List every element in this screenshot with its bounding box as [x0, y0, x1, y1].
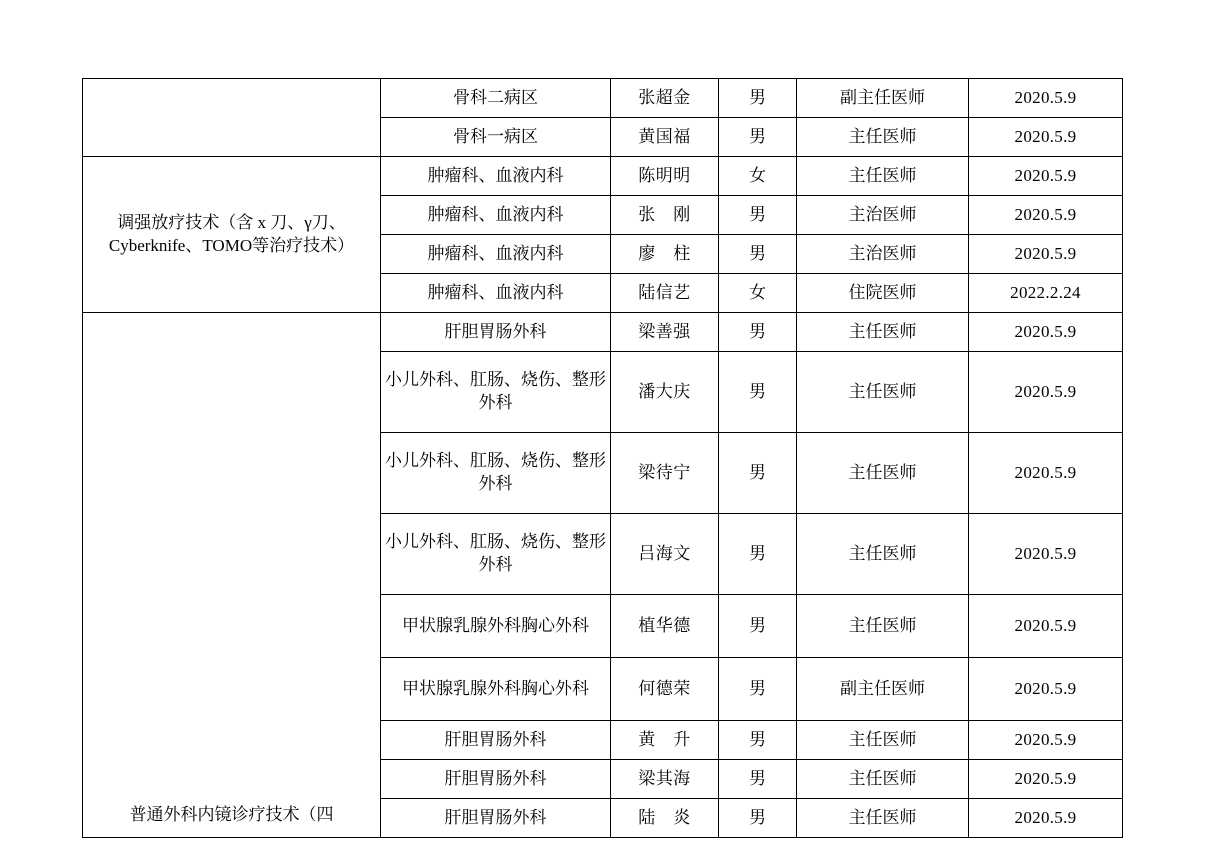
tech-name-cell: 调强放疗技术（含 x 刀、γ刀、Cyberknife、TOMO等治疗技术）	[83, 157, 381, 313]
job-title-cell: 主任医师	[797, 799, 969, 838]
department-cell: 肝胆胃肠外科	[381, 313, 611, 352]
job-title-cell: 主任医师	[797, 433, 969, 514]
job-title-cell: 主任医师	[797, 721, 969, 760]
person-name-cell: 梁善强	[611, 313, 719, 352]
gender-cell: 男	[719, 799, 797, 838]
gender-cell: 男	[719, 79, 797, 118]
gender-cell: 男	[719, 313, 797, 352]
date-cell: 2020.5.9	[969, 799, 1123, 838]
job-title-cell: 主任医师	[797, 595, 969, 658]
department-cell: 肿瘤科、血液内科	[381, 196, 611, 235]
person-name-cell: 陆信艺	[611, 274, 719, 313]
department-cell: 骨科二病区	[381, 79, 611, 118]
job-title-cell: 主任医师	[797, 157, 969, 196]
gender-cell: 男	[719, 658, 797, 721]
job-title-cell: 主任医师	[797, 118, 969, 157]
date-cell: 2020.5.9	[969, 514, 1123, 595]
date-cell: 2020.5.9	[969, 157, 1123, 196]
date-cell: 2020.5.9	[969, 313, 1123, 352]
department-cell: 肿瘤科、血液内科	[381, 157, 611, 196]
department-cell: 肝胆胃肠外科	[381, 760, 611, 799]
table-row	[83, 157, 1123, 196]
person-name-cell: 黄国福	[611, 118, 719, 157]
department-cell: 小儿外科、肛肠、烧伤、整形外科	[381, 352, 611, 433]
person-name-cell: 张超金	[611, 79, 719, 118]
date-cell: 2020.5.9	[969, 595, 1123, 658]
person-name-cell: 黄 升	[611, 721, 719, 760]
person-name-cell: 梁待宁	[611, 433, 719, 514]
person-name-cell: 植华德	[611, 595, 719, 658]
gender-cell: 男	[719, 514, 797, 595]
person-name-cell: 廖 柱	[611, 235, 719, 274]
department-cell: 甲状腺乳腺外科胸心外科	[381, 595, 611, 658]
job-title-cell: 主任医师	[797, 352, 969, 433]
table-container	[82, 78, 1122, 838]
department-cell: 肿瘤科、血液内科	[381, 235, 611, 274]
job-title-cell: 住院医师	[797, 274, 969, 313]
department-cell: 肝胆胃肠外科	[381, 799, 611, 838]
gender-cell: 男	[719, 352, 797, 433]
date-cell: 2020.5.9	[969, 721, 1123, 760]
person-name-cell: 陈明明	[611, 157, 719, 196]
date-cell: 2020.5.9	[969, 760, 1123, 799]
job-title-cell: 主任医师	[797, 514, 969, 595]
gender-cell: 女	[719, 157, 797, 196]
job-title-cell: 主治医师	[797, 196, 969, 235]
job-title-cell: 副主任医师	[797, 658, 969, 721]
person-name-cell: 潘大庆	[611, 352, 719, 433]
date-cell: 2022.2.24	[969, 274, 1123, 313]
table-row	[83, 313, 1123, 352]
gender-cell: 男	[719, 118, 797, 157]
tech-name-cell	[83, 79, 381, 157]
date-cell: 2020.5.9	[969, 352, 1123, 433]
person-name-cell: 何德荣	[611, 658, 719, 721]
job-title-cell: 主治医师	[797, 235, 969, 274]
person-name-cell: 张 刚	[611, 196, 719, 235]
tech-name-cell: 普通外科内镜诊疗技术（四	[83, 313, 381, 838]
medical-technology-table	[82, 78, 1123, 838]
department-cell: 骨科一病区	[381, 118, 611, 157]
gender-cell: 男	[719, 433, 797, 514]
date-cell: 2020.5.9	[969, 118, 1123, 157]
gender-cell: 男	[719, 235, 797, 274]
date-cell: 2020.5.9	[969, 433, 1123, 514]
gender-cell: 男	[719, 760, 797, 799]
gender-cell: 女	[719, 274, 797, 313]
department-cell: 小儿外科、肛肠、烧伤、整形外科	[381, 514, 611, 595]
job-title-cell: 主任医师	[797, 313, 969, 352]
date-cell: 2020.5.9	[969, 79, 1123, 118]
person-name-cell: 陆 炎	[611, 799, 719, 838]
job-title-cell: 主任医师	[797, 760, 969, 799]
department-cell: 小儿外科、肛肠、烧伤、整形外科	[381, 433, 611, 514]
job-title-cell: 副主任医师	[797, 79, 969, 118]
department-cell: 甲状腺乳腺外科胸心外科	[381, 658, 611, 721]
date-cell: 2020.5.9	[969, 658, 1123, 721]
date-cell: 2020.5.9	[969, 196, 1123, 235]
table-row	[83, 79, 1123, 118]
department-cell: 肿瘤科、血液内科	[381, 274, 611, 313]
person-name-cell: 梁其海	[611, 760, 719, 799]
gender-cell: 男	[719, 721, 797, 760]
date-cell: 2020.5.9	[969, 235, 1123, 274]
department-cell: 肝胆胃肠外科	[381, 721, 611, 760]
gender-cell: 男	[719, 196, 797, 235]
gender-cell: 男	[719, 595, 797, 658]
person-name-cell: 吕海文	[611, 514, 719, 595]
